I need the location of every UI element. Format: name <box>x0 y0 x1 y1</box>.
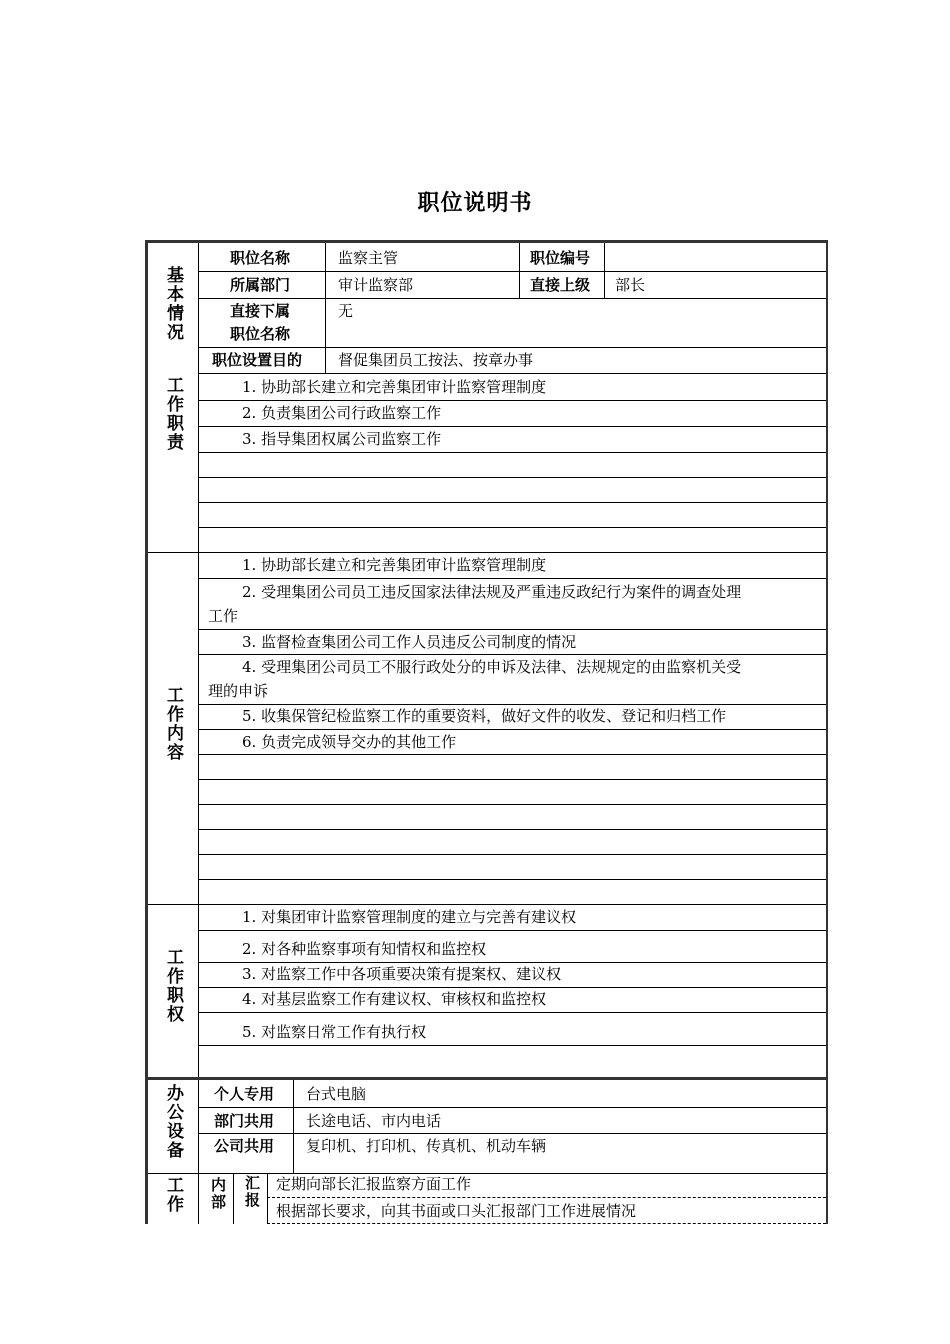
authority-row-line <box>198 930 826 931</box>
content-section-text: 工作内容 <box>163 686 183 762</box>
relation-item-1: 定期向部长汇报监察方面工作 <box>276 1175 472 1193</box>
content-section-label <box>148 686 198 776</box>
duty-row-line <box>198 452 826 453</box>
duty-item-2: 2. 负责集团公司行政监察工作 <box>242 404 442 422</box>
equipment-section-text: 办公设备 <box>163 1084 183 1160</box>
duties-section-text: 工作职责 <box>163 376 183 452</box>
report-label-text: 汇报 <box>243 1175 261 1209</box>
duty-item-1: 1. 协助部长建立和完善集团审计监察管理制度 <box>242 378 547 396</box>
duty-row-line <box>198 477 826 478</box>
authority-item-1: 1. 对集团审计监察管理制度的建立与完善有建议权 <box>242 908 577 926</box>
basic-row-line <box>198 373 826 374</box>
relations-section-label <box>148 1176 198 1224</box>
basic-divider-1 <box>325 243 326 373</box>
basic-row-line <box>198 298 826 299</box>
report-label <box>241 1175 261 1215</box>
position-name-value: 监察主管 <box>338 249 399 267</box>
relations-divider-1 <box>233 1174 234 1224</box>
duties-section-label <box>148 376 198 466</box>
duty-row-line <box>198 502 826 503</box>
content-row-line <box>198 779 826 780</box>
equipment-company-label: 公司共用 <box>214 1137 275 1155</box>
internal-label <box>207 1177 227 1217</box>
content-row-line <box>198 829 826 830</box>
content-row-line <box>198 879 826 880</box>
duty-section-end <box>148 552 826 553</box>
content-row-line <box>198 578 826 579</box>
subordinate-label-line1: 直接下属 <box>230 302 291 320</box>
purpose-value: 督促集团员工按法、按章办事 <box>338 351 534 369</box>
content-row-line <box>198 629 826 630</box>
authority-section-end <box>148 1077 826 1080</box>
duty-row-line <box>198 400 826 401</box>
equipment-personal-value: 台式电脑 <box>306 1085 367 1103</box>
equipment-section-label <box>148 1084 198 1174</box>
content-row-line <box>198 654 826 655</box>
superior-value: 部长 <box>615 276 646 294</box>
department-label: 所属部门 <box>230 276 291 294</box>
content-row-line <box>198 804 826 805</box>
department-value: 审计监察部 <box>338 276 414 294</box>
superior-label: 直接上级 <box>530 276 591 294</box>
equipment-row-line <box>198 1107 826 1108</box>
relations-divider-2 <box>267 1174 268 1224</box>
content-item-4: 4. 受理集团公司员工不服行政处分的申诉及法律、法规规定的由监察机关受 <box>242 658 742 676</box>
content-row-line <box>198 854 826 855</box>
basic-row-line <box>198 347 826 348</box>
relations-row-dash <box>267 1223 826 1224</box>
content-section-end <box>148 904 826 905</box>
authority-item-3: 3. 对监察工作中各项重要决策有提案权、建议权 <box>242 965 562 983</box>
basic-section-text: 基本情况 <box>163 266 183 342</box>
subordinate-value: 无 <box>338 302 354 320</box>
relations-section-text: 工作 <box>163 1176 183 1214</box>
basic-section-label <box>148 266 198 356</box>
equipment-dept-label: 部门共用 <box>214 1112 275 1130</box>
content-row-line <box>198 729 826 730</box>
content-item-3: 3. 监督检查集团公司工作人员违反公司制度的情况 <box>242 633 577 651</box>
content-row-line <box>198 754 826 755</box>
equipment-row-line <box>198 1133 826 1134</box>
equipment-company-value: 复印机、打印机、传真机、机动车辆 <box>306 1137 547 1155</box>
content-item-4-cont: 理的申诉 <box>208 682 269 700</box>
position-name-label: 职位名称 <box>230 249 291 267</box>
authority-item-5: 5. 对监察日常工作有执行权 <box>242 1023 427 1041</box>
duty-item-3: 3. 指导集团权属公司监察工作 <box>242 430 442 448</box>
relation-item-2: 根据部长要求，向其书面或口头汇报部门工作进展情况 <box>276 1202 637 1220</box>
equipment-personal-label: 个人专用 <box>214 1085 275 1103</box>
duty-row-line <box>198 426 826 427</box>
content-item-5: 5. 收集保管纪检监察工作的重要资料，做好文件的收发、登记和归档工作 <box>242 707 727 725</box>
authority-row-line <box>198 1045 826 1046</box>
content-item-6: 6. 负责完成领导交办的其他工作 <box>242 733 457 751</box>
content-item-1: 1. 协助部长建立和完善集团审计监察管理制度 <box>242 556 547 574</box>
duty-row-line <box>198 527 826 528</box>
content-item-2: 2. 受理集团公司员工违反国家法律法规及严重违反政纪行为案件的调查处理 <box>242 583 742 601</box>
purpose-label: 职位设置目的 <box>212 351 303 369</box>
position-code-label: 职位编号 <box>530 249 591 267</box>
authority-row-line <box>198 1012 826 1013</box>
relations-row-dash <box>267 1197 826 1198</box>
basic-row-line <box>198 271 826 272</box>
equipment-dept-value: 长途电话、市内电话 <box>306 1112 442 1130</box>
page-title: 职位说明书 <box>417 191 533 216</box>
authority-section-label <box>148 948 198 1038</box>
subordinate-label-line2: 职位名称 <box>230 325 291 343</box>
internal-label-text: 内部 <box>209 1177 227 1211</box>
content-item-2-cont: 工作 <box>208 607 239 625</box>
equipment-divider <box>293 1080 294 1173</box>
authority-item-2: 2. 对各种监察事项有知情权和监控权 <box>242 940 487 958</box>
authority-section-text: 工作职权 <box>163 948 183 1024</box>
authority-item-4: 4. 对基层监察工作有建议权、审核权和监控权 <box>242 990 547 1008</box>
equipment-section-end <box>148 1173 826 1174</box>
